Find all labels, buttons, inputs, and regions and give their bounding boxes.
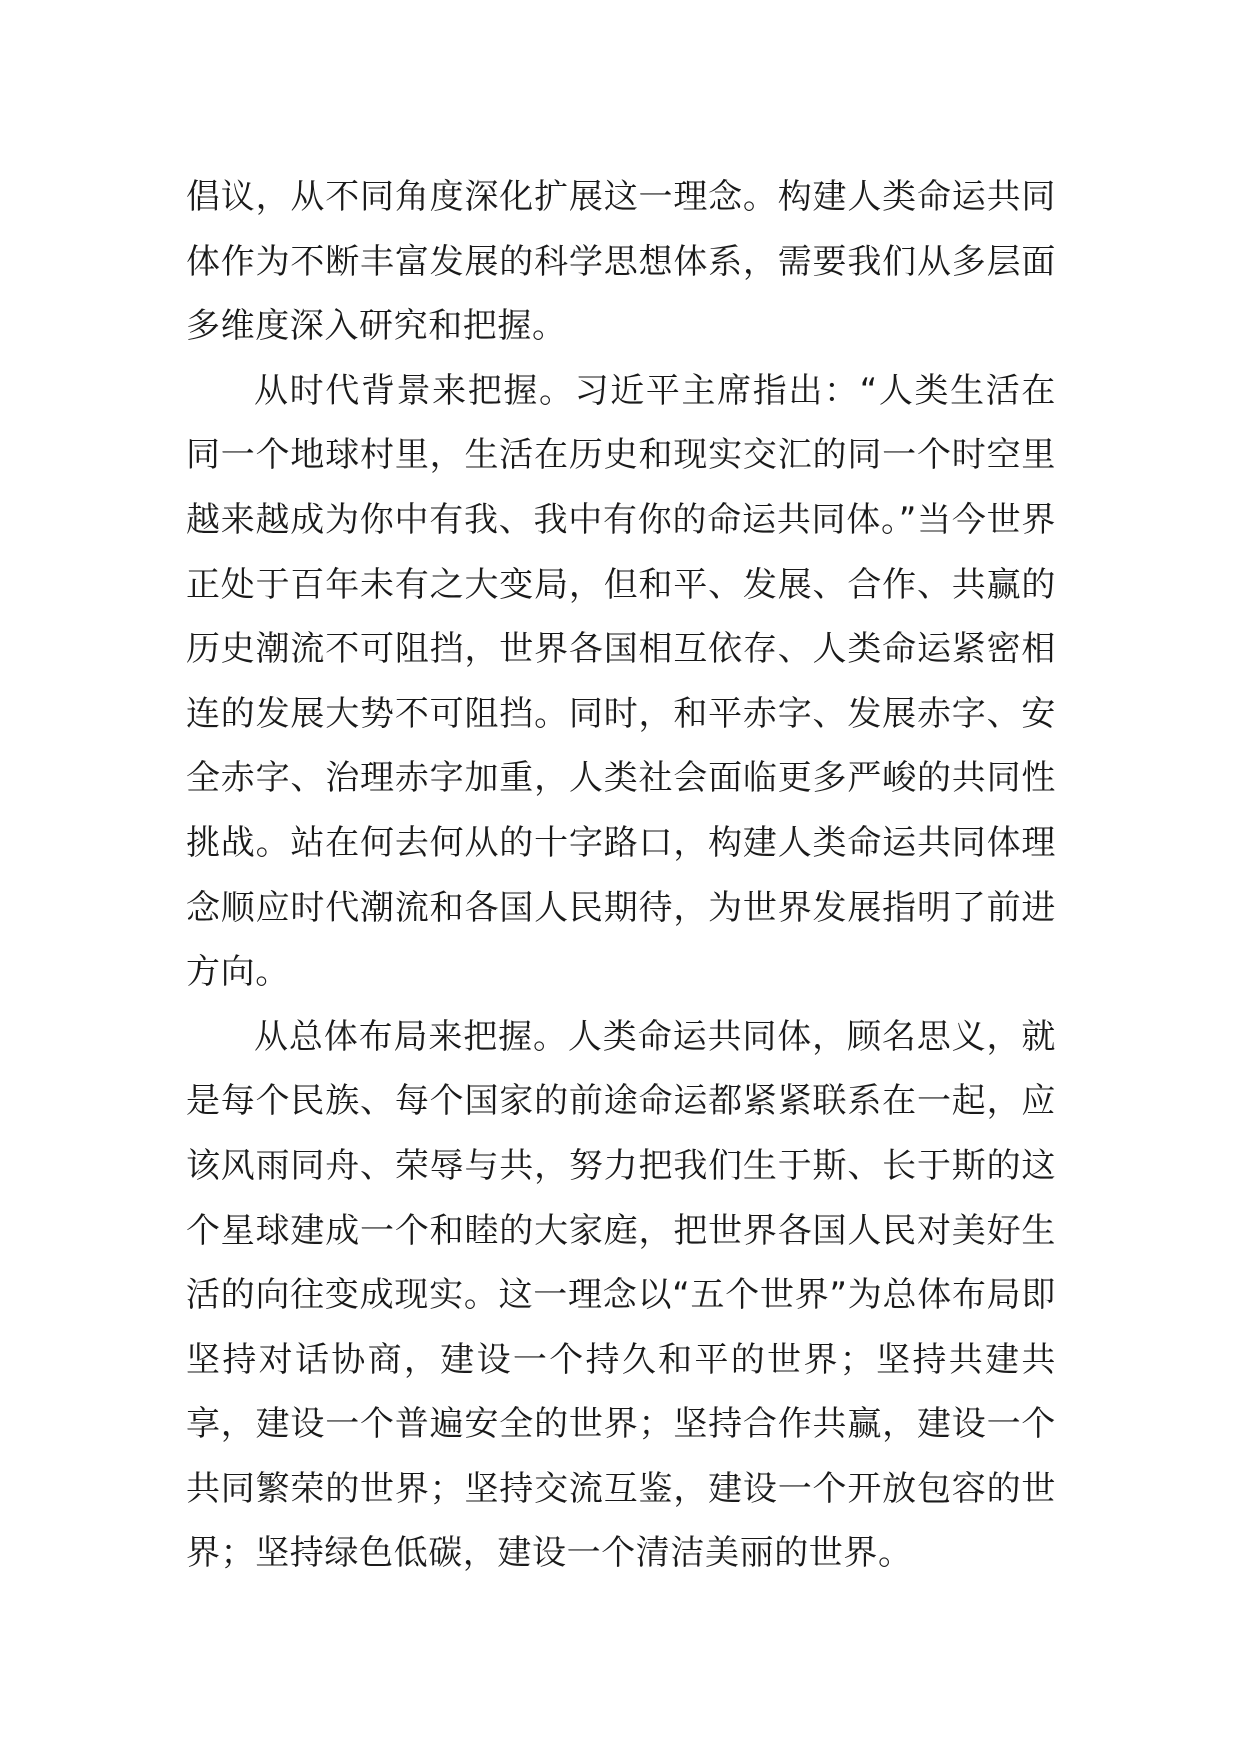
body-text	[186, 165, 1056, 1586]
paragraph-continued: 倡议，从不同角度深化扩展这一理念。构建人类命运共同体作为不断丰富发展的科学思想体系，需要我们从多层面多维度深入研究和把握。	[186, 177, 1056, 347]
paragraph-overall-layout: 从总体布局来把握。人类命运共同体，顾名思义，就是每个民族、每个国家的前途命运都紧紧联系在一起，应该风雨同舟、荣辱与共，努力把我们生于斯、长于斯的这个星球建成一个和睦的大家庭，把世界各国人民对美好生活的向往变成现实。这一理念以“五个世界”为总体布局即坚持对话协商，建设一个持久和平的世界；坚持共建共享，建设一个普遍安全的世界；坚持合作共赢，建设一个共同繁荣的世界；坚持交流互鉴，建设一个开放包容的世界；坚持绿色低碳，建设一个清洁美丽的世界。	[186, 1016, 1056, 1574]
paragraph-era-background: 从时代背景来把握。习近平主席指出：“人类生活在同一个地球村里，生活在历史和现实交汇的同一个时空里越来越成为你中有我、我中有你的命运共同体。”当今世界正处于百年未有之大变局，但和平、发展、合作、共赢的历史潮流不可阻挡，世界各国相互依存、人类命运紧密相连的发展大势不可阻挡。同时，和平赤字、发展赤字、安全赤字、治理赤字加重，人类社会面临更多严峻的共同性挑战。站在何去何从的十字路口，构建人类命运共同体理念顺应时代潮流和各国人民期待，为世界发展指明了前进方向。	[186, 370, 1056, 993]
